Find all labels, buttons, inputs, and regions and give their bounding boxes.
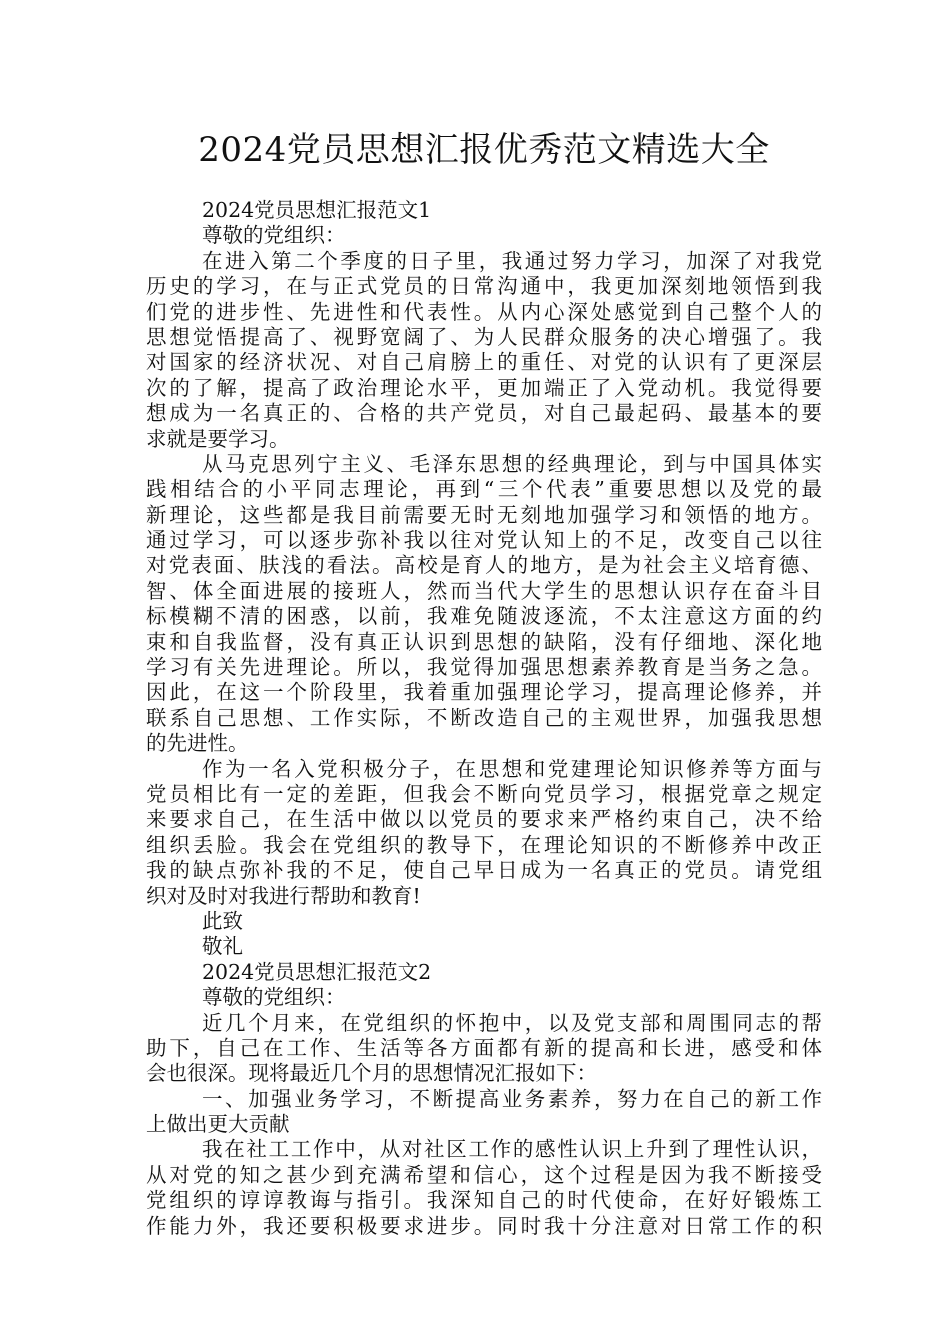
- text-line: 想成为一名真正的、合格的共产党员，对自己最起码、最基本的要: [146, 401, 822, 426]
- text-line: 会也很深。现将最近几个月的思想情况汇报如下：: [146, 1061, 597, 1086]
- text-line: 次的了解，提高了政治理论水平，更加端正了入党动机。我觉得要: [146, 375, 822, 400]
- text-line: 2024党员思想汇报范文1: [202, 198, 432, 222]
- text-line: 思想觉悟提高了、视野宽阔了、为人民群众服务的决心增强了。我: [146, 324, 822, 349]
- text-line: 我在社工工作中，从对社区工作的感性认识上升到了理性认识，: [202, 1137, 822, 1162]
- text-line: 历史的学习，在与正式党员的日常沟通中，我更加深刻地领悟到我: [146, 274, 822, 299]
- text-line: 的先进性。: [146, 731, 249, 756]
- text-line: 一、加强业务学习，不断提高业务素养，努力在自己的新工作: [202, 1086, 822, 1111]
- text-line: 智、体全面进展的接班人，然而当代大学生的思想认识存在奋斗目: [146, 578, 822, 603]
- text-line: 新理论，这些都是我目前需要无时无刻地加强学习和领悟的地方。: [146, 502, 822, 527]
- text-line: 作能力外，我还要积极要求进步。同时我十分注意对日常工作的积: [146, 1213, 822, 1238]
- text-line: 助下，自己在工作、生活等各方面都有新的提高和长进，感受和体: [146, 1035, 822, 1060]
- document-title: 2024党员思想汇报优秀范文精选大全: [198, 130, 770, 170]
- text-line: 在进入第二个季度的日子里，我通过努力学习，加深了对我党: [202, 248, 822, 273]
- text-line: 因此，在这一个阶段里，我着重加强理论学习，提高理论修养，并: [146, 680, 822, 705]
- text-line: 践相结合的小平同志理论，再到“三个代表”重要思想以及党的最: [146, 477, 822, 502]
- text-line: 此致: [202, 908, 243, 933]
- text-line: 从对党的知之甚少到充满希望和信心，这个过程是因为我不断接受: [146, 1162, 822, 1187]
- text-line: 对党表面、肤浅的看法。高校是育人的地方，是为社会主义培育德、: [146, 553, 822, 578]
- text-line: 从马克思列宁主义、毛泽东思想的经典理论，到与中国具体实: [202, 451, 822, 476]
- text-line: 学习有关先进理论。所以，我觉得加强思想素养教育是当务之急。: [146, 655, 822, 680]
- text-line: 上做出更大贡献: [146, 1112, 290, 1137]
- text-line: 组织丢脸。我会在党组织的教导下，在理论知识的不断修养中改正: [146, 832, 822, 857]
- text-line: 党组织的谆谆教诲与指引。我深知自己的时代使命，在好好锻炼工: [146, 1188, 822, 1213]
- text-line: 联系自己思想、工作实际，不断改造自己的主观世界，加强我思想: [146, 705, 822, 730]
- text-line: 求就是要学习。: [146, 426, 290, 451]
- text-line: 作为一名入党积极分子，在思想和党建理论知识修养等方面与: [202, 756, 822, 781]
- text-line: 我的缺点弥补我的不足，使自己早日成为一名真正的党员。请党组: [146, 858, 822, 883]
- text-line: 束和自我监督，没有真正认识到思想的缺陷，没有仔细地、深化地: [146, 629, 822, 654]
- text-line: 2024党员思想汇报范文2: [202, 959, 432, 984]
- text-line: 们党的进步性、先进性和代表性。从内心深处感觉到自己整个人的: [146, 299, 822, 324]
- text-line: 标模糊不清的困惑，以前，我难免随波逐流，不太注意这方面的约: [146, 604, 822, 629]
- text-line: 对国家的经济状况、对自己肩膀上的重任、对党的认识有了更深层: [146, 350, 822, 375]
- text-line: 尊敬的党组织：: [202, 223, 346, 248]
- text-line: 织对及时对我进行帮助和教育!: [146, 883, 421, 908]
- text-line: 通过学习，可以逐步弥补我以往对党认知上的不足，改变自己以往: [146, 528, 822, 553]
- text-line: 来要求自己，在生活中做以以党员的要求来严格约束自己，决不给: [146, 807, 822, 832]
- text-line: 尊敬的党组织：: [202, 985, 346, 1010]
- text-line: 近几个月来，在党组织的怀抱中，以及党支部和周围同志的帮: [202, 1010, 822, 1035]
- document-body: [146, 198, 822, 1239]
- text-line: 敬礼: [202, 934, 243, 959]
- text-line: 党员相比有一定的差距，但我会不断向党员学习，根据党章之规定: [146, 781, 822, 806]
